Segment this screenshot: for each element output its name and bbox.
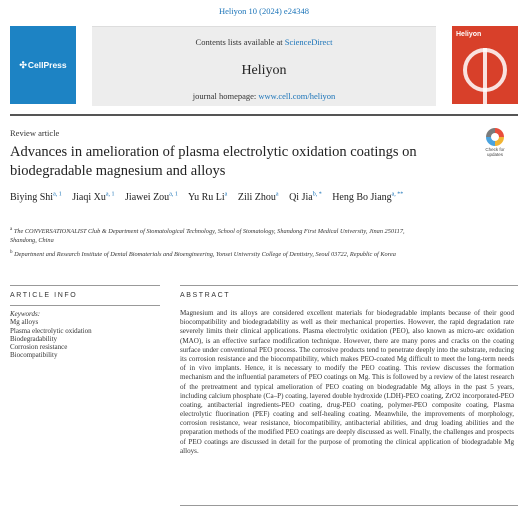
keyword-item: Biocompatibility — [10, 351, 58, 360]
cellpress-logo-label: ✣CellPress — [19, 60, 67, 70]
author-name[interactable]: Jiaqi Xu$^{a, 1}$ — [72, 192, 115, 204]
affiliation-text: Department and Research Institute of Dental Biomaterials and Bioengineering, Yonsei University College of Dentistry, Seoul 03722, Republic of Korea — [14, 251, 396, 259]
check-for-updates-button[interactable] — [482, 128, 508, 160]
author-name[interactable]: Qi Jia$^{b, *}$ — [289, 192, 322, 204]
article-title: Advances in amelioration of plasma electrolytic oxidation coatings on biodegradable magnesium and alloys — [10, 144, 417, 179]
author-affil-mark[interactable]: a — [275, 192, 279, 198]
abstract-text: Magnesium and its alloys are considered excellent materials for biodegradable implants because of their good biocompatibility and biodegradability as well as their mechanical properties. However, the rapid degradation rate severely limits their clinical applications. Plasma electrolytic oxidation (PEO), also known as micro-arc oxidation (MAO), is an effective surface modification technique. However, there are many pores and cracks on the coating surface under conventional PEO process. The corrosive products tend to penetrate deeply into the substrate, reducing its corrosion resistance and the biocompatibility, which makes PEO-coated Mg difficult to meet the long-term needs of in vivo implants. Hence, it is necessary to modify the PEO coating. This review discusses the formation mechanism and the influential parameters of PEO coatings on Mg. This is followed by a review of the latest research of the pretreatment and typical amelioration of PEO coating on biodegradable Mg alloys in the past 5 years, including calcium phosphate (Ca–P) coating, layered double hydroxide (LDH)-PEO coating, ZrO2 incorporated-PEO coating, antibacterial ingredients-PEO coating, drug-PEO coating, polymer-PEO composite coating, Plasma electrolytic fluorination (PEF) coating and self-healing coating. Meanwhile, the improvements of morphology, corrosion resistance, wear resistance, biocompatibility, antibacterial abilities, and drug loading abilities and the preparation methods of the modified PEO coatings are deeply discussed as well. Finally, the challenges and prospects of PEO coatings are discussed in detail for the purpose of promoting the clinical application of biodegradable Mg alloys. — [180, 309, 514, 455]
cover-title: Heliyon — [456, 31, 482, 38]
abstract-heading: ABSTRACT — [180, 292, 231, 299]
author-affil-mark[interactable]: a, 1 — [169, 192, 178, 198]
article-info-heading: ARTICLE INFO — [10, 292, 78, 299]
journal-name: Heliyon — [241, 63, 287, 78]
affiliation-mark: a — [10, 227, 13, 232]
author-name[interactable]: Zili Zhou$^a$ — [237, 192, 279, 204]
affiliation-text: The CONVERSATIONALIST Club & Department of Stomatological Technology, School of Stomatology, Shandong First Medical University, Jinan 250117, Shandong, China — [10, 228, 405, 245]
journal-cover-thumbnail[interactable] — [452, 26, 518, 104]
author-name[interactable]: Jiawei Zou$^{a, 1}$ — [125, 192, 178, 204]
journal-banner — [92, 26, 436, 106]
abstract-bottom-rule — [180, 505, 518, 506]
cellpress-logo[interactable] — [10, 26, 76, 104]
keyword-item: Corrosion resistance — [10, 343, 68, 352]
author-affil-mark[interactable]: b, * — [312, 192, 322, 198]
keyword-item: Biodegradability — [10, 334, 58, 343]
author-name[interactable]: Biying Shi$^{a, 1}$ — [10, 192, 62, 204]
author-affil-mark[interactable]: a, ** — [391, 192, 404, 198]
journal-masthead — [10, 22, 518, 108]
citation-link[interactable]: Heliyon 10 (2024) e24348 — [219, 6, 309, 16]
affiliation-mark: b — [10, 250, 13, 255]
article-info-under-rule — [10, 305, 160, 306]
contents-line — [92, 37, 436, 47]
keyword-item: Mg alloys — [10, 318, 39, 327]
keywords-block — [10, 310, 160, 360]
keyword-item: Plasma electrolytic oxidation — [10, 326, 92, 335]
check-updates-icon — [486, 128, 504, 146]
homepage-prefix: journal homepage: — [192, 91, 259, 101]
cellpress-icon: ✣ — [19, 60, 27, 70]
article-info-top-rule — [10, 285, 160, 286]
author-name[interactable]: Yu Ru Li$^a$ — [188, 192, 228, 204]
contents-prefix: Contents lists available at — [195, 37, 285, 47]
article-type: Review article — [10, 128, 60, 138]
cover-bar-graphic — [483, 48, 487, 104]
affiliation-b — [10, 248, 430, 259]
header-divider — [10, 114, 518, 116]
author-list — [10, 192, 518, 203]
author-affil-mark[interactable]: a — [224, 192, 228, 198]
abstract-top-rule — [180, 285, 518, 286]
affiliation-a — [10, 225, 430, 245]
homepage-line — [92, 91, 436, 101]
sciencedirect-link[interactable]: ScienceDirect — [284, 37, 333, 47]
keywords-label: Keywords: — [10, 310, 41, 318]
author-name[interactable]: Heng Bo Jiang$^{a, **}$ — [332, 192, 404, 204]
homepage-link[interactable]: www.cell.com/heliyon — [258, 91, 336, 101]
author-affil-mark[interactable]: a, 1 — [53, 192, 62, 198]
author-affil-mark[interactable]: a, 1 — [105, 192, 115, 198]
check-updates-label: Check for updates — [485, 147, 505, 157]
